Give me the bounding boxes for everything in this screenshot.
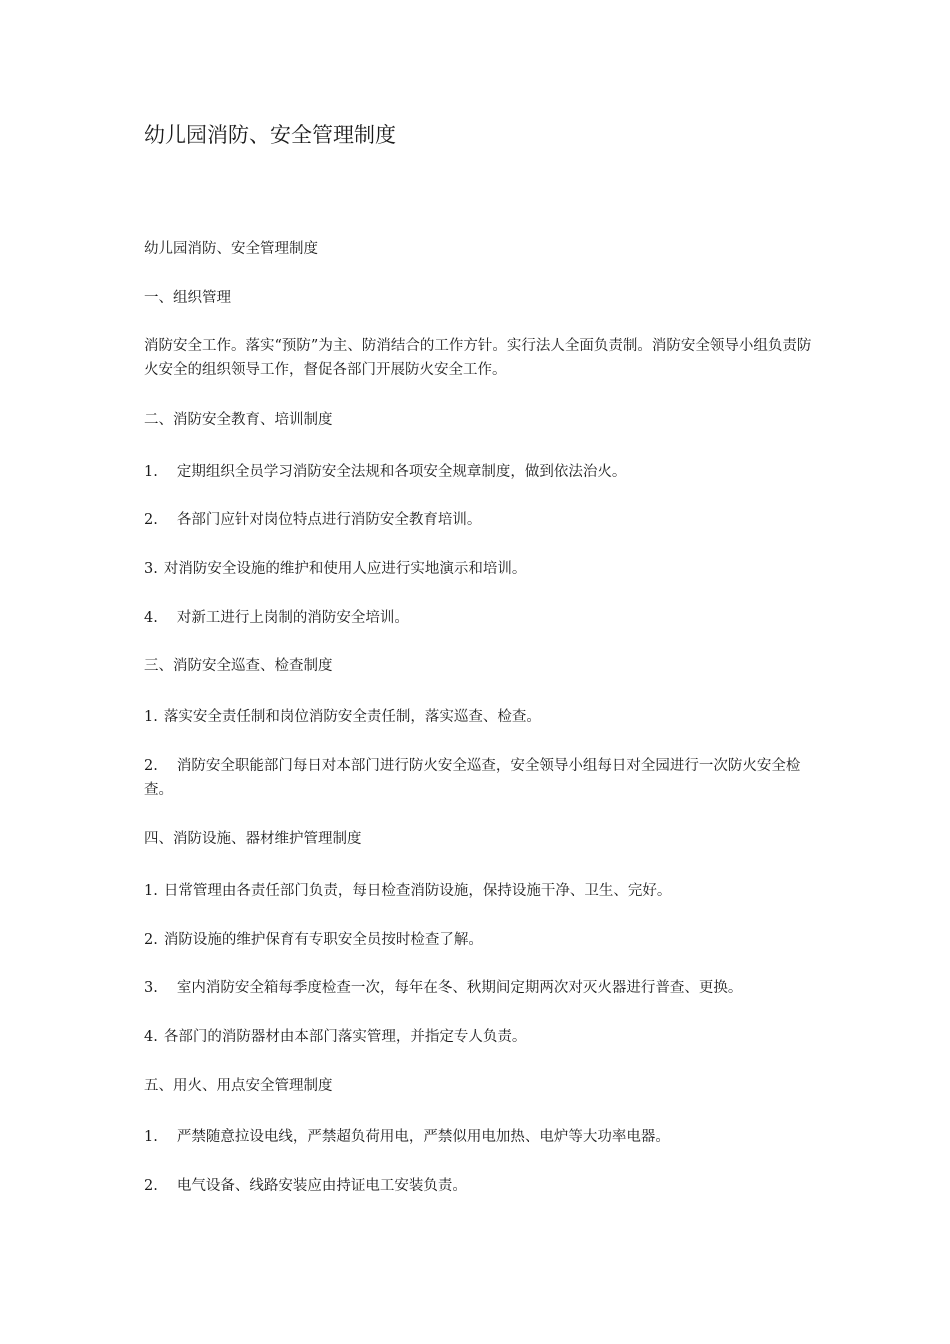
list-item-text: 各部门的消防器材由本部门落实管理，并指定专人负责。 [163, 1029, 527, 1045]
section-heading-fire-electric-use: 五、用火、用点安全管理制度 [144, 1078, 333, 1094]
list-item-number: 2. [144, 932, 158, 948]
list-item-number: 3. [144, 561, 158, 577]
list-item [144, 928, 824, 952]
list-item [144, 1125, 824, 1149]
list-item [144, 1025, 824, 1049]
list-item-text: 对新工进行上岗制的消防安全培训。 [176, 610, 409, 626]
list-item [144, 705, 824, 729]
list-item-text: 消防安全职能部门每日对本部门进行防火安全巡查，安全领导小组每日对全园进行一次防火安全检查。 [144, 758, 801, 798]
list-item-text: 消防设施的维护保育有专职安全员按时检查了解。 [163, 932, 483, 948]
paragraph-organization: 消防安全工作。落实“预防”为主、防消结合的工作方针。实行法人全面负责制。消防安全领导小组负责防火安全的组织领导工作，督促各部门开展防火安全工作。 [144, 338, 812, 378]
section-heading-organization: 一、组织管理 [144, 290, 231, 306]
list-item [144, 976, 824, 1000]
list-item-number: 2. [144, 758, 158, 774]
list-item-text: 各部门应针对岗位特点进行消防安全教育培训。 [176, 512, 482, 528]
list-item-text: 室内消防安全箱每季度检查一次，每年在冬、秋期间定期两次对灭火器进行普查、更换。 [176, 980, 743, 996]
list-item [144, 879, 824, 903]
list-item-text: 严禁随意拉设电线，严禁超负荷用电，严禁似用电加热、电炉等大功率电器。 [176, 1129, 670, 1145]
section-heading-equipment: 四、消防设施、器材维护管理制度 [144, 831, 362, 847]
list-item [144, 460, 824, 484]
list-item-number: 4. [144, 1029, 158, 1045]
list-item [144, 557, 824, 581]
list-item-number: 1. [144, 1129, 158, 1145]
list-item-text: 落实安全责任制和岗位消防安全责任制，落实巡查、检查。 [163, 709, 541, 725]
list-item-number: 1. [144, 883, 158, 899]
section-heading-inspection: 三、消防安全巡查、检查制度 [144, 658, 333, 674]
list-item-text: 日常管理由各责任部门负责，每日检查消防设施，保持设施干净、卫生、完好。 [163, 883, 672, 899]
section-heading-education: 二、消防安全教育、培训制度 [144, 412, 333, 428]
list-item [144, 508, 824, 532]
list-item-number: 1. [144, 709, 158, 725]
list-item-text: 电气设备、线路安装应由持证电工安装负责。 [176, 1178, 467, 1194]
list-item-number: 1. [144, 464, 158, 480]
list-item-text: 对消防安全设施的维护和使用人应进行实地演示和培训。 [163, 561, 527, 577]
list-item [144, 1174, 824, 1198]
document-subtitle: 幼儿园消防、安全管理制度 [144, 241, 318, 257]
list-item [144, 754, 824, 802]
list-item-number: 4. [144, 610, 158, 626]
list-item-number: 2. [144, 512, 158, 528]
document-title: 幼儿园消防、安全管理制度 [144, 123, 396, 147]
list-item [144, 606, 824, 630]
list-item-text: 定期组织全员学习消防安全法规和各项安全规章制度，做到依法治火。 [176, 464, 627, 480]
list-item-number: 3. [144, 980, 158, 996]
list-item-number: 2. [144, 1178, 158, 1194]
